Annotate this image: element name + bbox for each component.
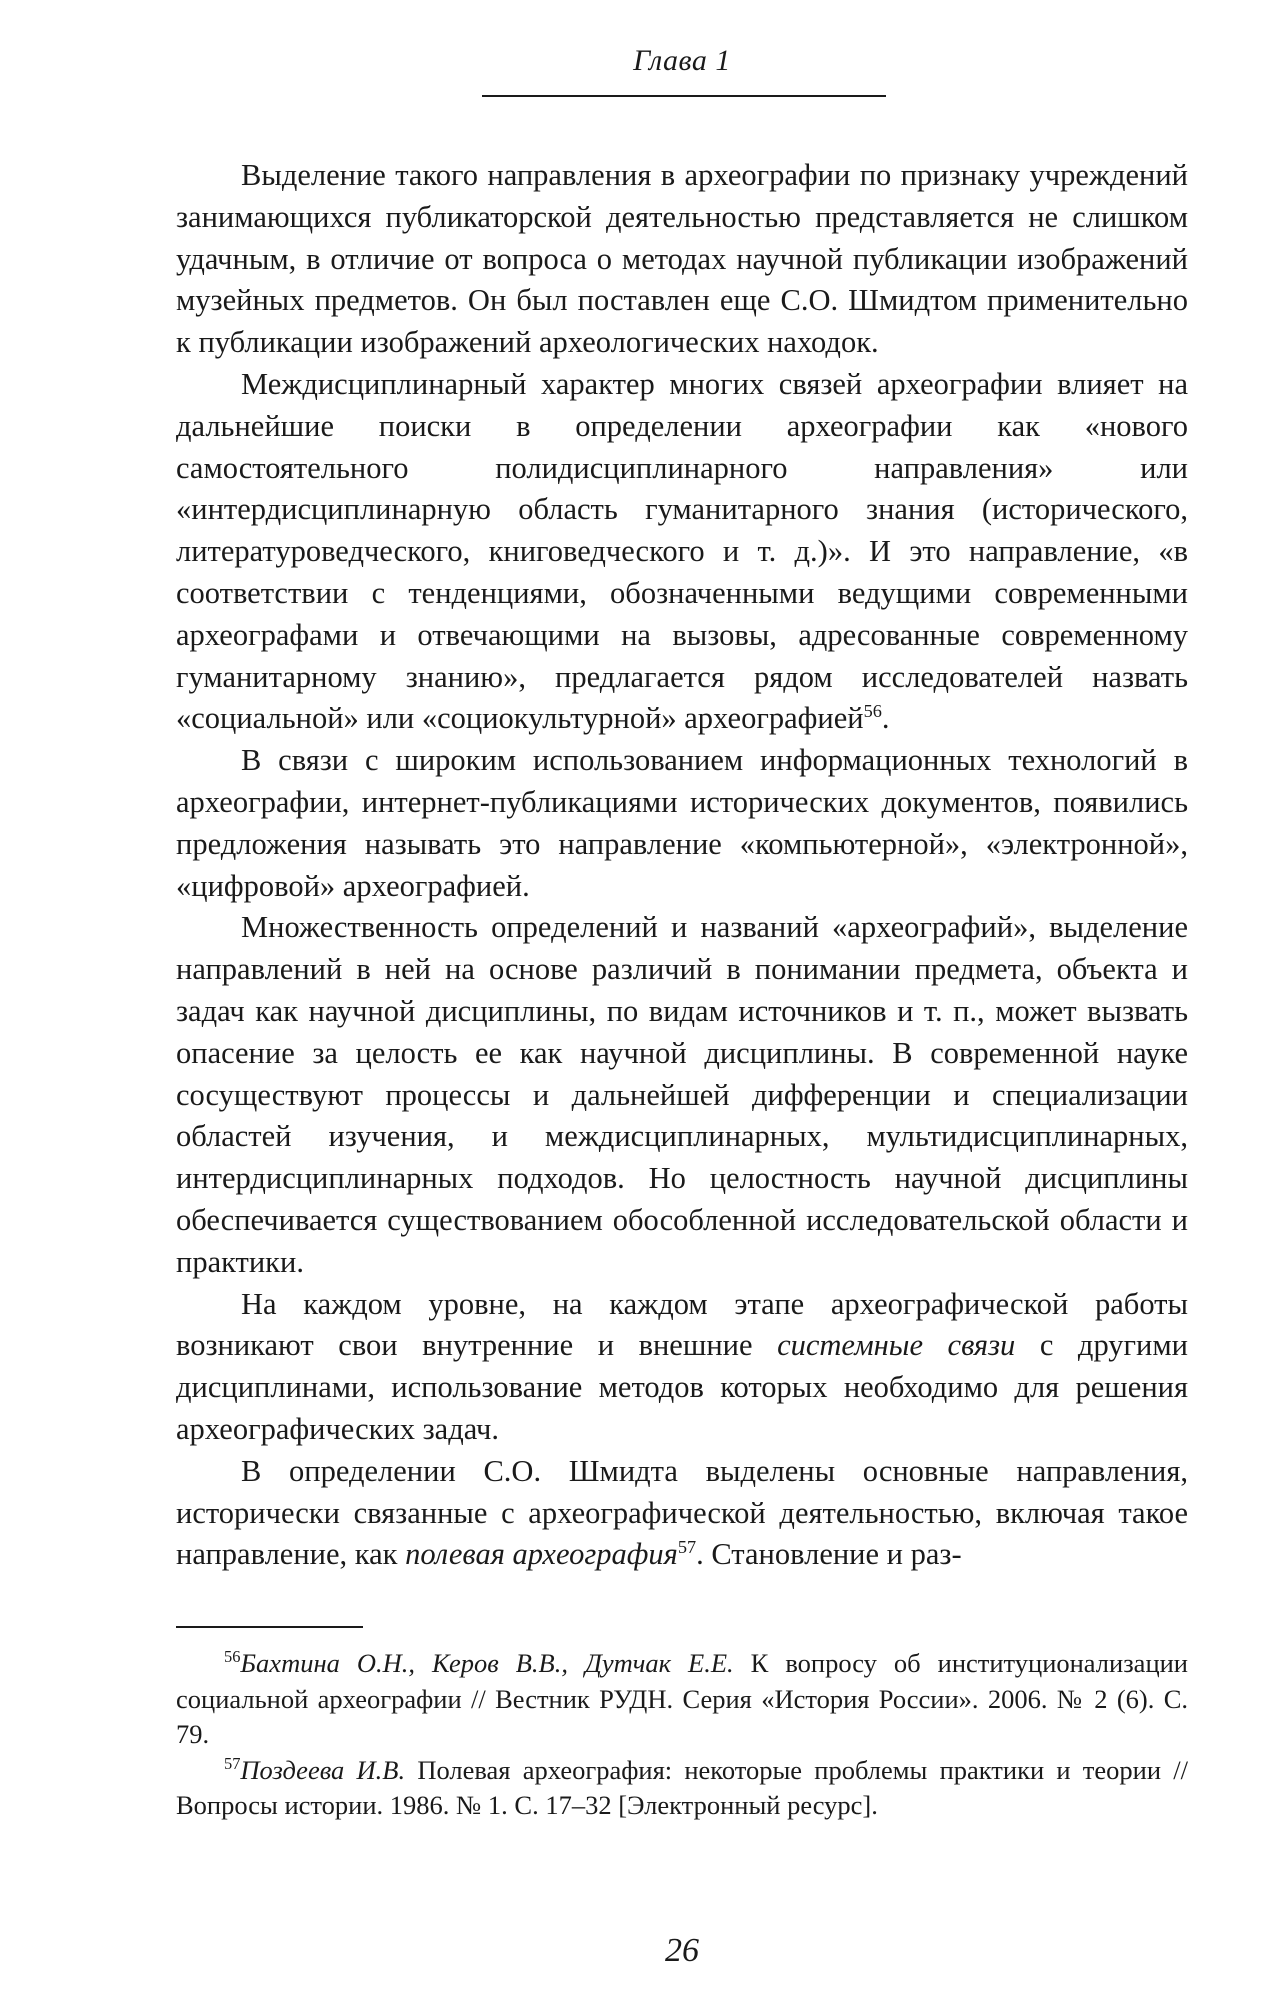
footnote-ref[interactable]: 56: [863, 701, 882, 722]
footnote-rule: [176, 1626, 363, 1628]
footnote: [176, 1753, 1188, 1824]
paragraph-text: . Становление и раз-: [696, 1537, 962, 1572]
paragraph: Выделение такого направления в археографии по признаку учреждений занимающихся публикаторской деятельностью представляется не слишком удачным, в отличие от вопроса о методах научной публикации изображений музейных предметов. Он был поставлен еще С.О. Шмидтом применительно к публикации изображений археологических находок.: [176, 158, 1188, 360]
main-text: [176, 155, 1188, 1576]
paragraph: [176, 1284, 1188, 1451]
header-rule: [482, 95, 886, 97]
footnote-authors: Бахтина О.Н., Керов В.В., Дутчак Е.Е.: [240, 1648, 734, 1678]
footnote: [176, 1646, 1188, 1753]
footnote-number: 57: [224, 1753, 241, 1773]
paragraph-text: В определении С.О. Шмидта выделены основные направления, исторически связанные с археографической деятельностью, включая такое направление, как: [176, 1453, 1188, 1572]
page-number: 26: [665, 1932, 699, 1969]
footnote-ref[interactable]: 57: [677, 1537, 697, 1558]
footnote-text: Полевая археография: некоторые проблемы практики и теории // Вопросы истории. 1986. № 1. С. 17–32 [Электронный ресурс].: [176, 1754, 1188, 1820]
footnotes: [176, 1646, 1188, 1824]
paragraph: [176, 364, 1188, 740]
emphasis-term: системные связи: [777, 1328, 1016, 1363]
emphasis-term: полевая археография: [405, 1537, 678, 1572]
paragraph-text: с другими дисциплинами, использование методов которых необходимо для решения археографических задач.: [176, 1328, 1188, 1446]
paragraph: Множественность определений и названий «археографий», выделение направлений в ней на основе различий в понимании предмета, объекта и задач как научной дисциплины, по видам источников и т. п., может вызвать опасение за целость ее как научной дисциплины. В современной науке сосуществуют процессы и дальнейшей дифференции и специализации областей изучения, и междисциплинарных, мультидисциплинарных, интердисциплинарных подходов. Но целостность научной дисциплины обеспечивается существованием обособленной исследовательской области и практики.: [176, 910, 1188, 1279]
footnote-text: К вопросу об институционализации социальной археографии // Вестник РУДН. Серия «История России». 2006. № 2 (6). С. 79.: [176, 1648, 1188, 1749]
footnote-number: 56: [224, 1647, 241, 1667]
footnote-authors: Поздеева И.В.: [240, 1754, 406, 1785]
paragraph: [176, 1451, 1188, 1576]
running-head: Глава 1: [633, 44, 731, 77]
book-page: [176, 0, 1188, 2000]
paragraph-end: .: [881, 701, 890, 736]
paragraph-text: На каждом уровне, на каждом этапе археографической работы возникают свои внутренние и внешние: [176, 1286, 1188, 1363]
paragraph-text: Междисциплинарный характер многих связей археографии влияет на дальнейшие поиски в определении археографии как «нового самостоятельного полидисциплинарного направления» или «интердисциплинарную область гуманитарного знания (исторического, литературоведческого, книговедческого и т. д.)». И это направление, «в соответствии с тенденциями, обозначенными ведущими современными археографами и отвечающими на вызовы, адресованные современному гуманитарному знанию», предлагается рядом исследователей назвать «социальной» или «социокультурной» археографией: [176, 366, 1188, 736]
paragraph: В связи с широким использованием информационных технологий в археографии, интернет-публикациями исторических документов, появились предложения называть это направление «компьютерной», «электронной», «цифровой» археографией.: [176, 743, 1188, 903]
